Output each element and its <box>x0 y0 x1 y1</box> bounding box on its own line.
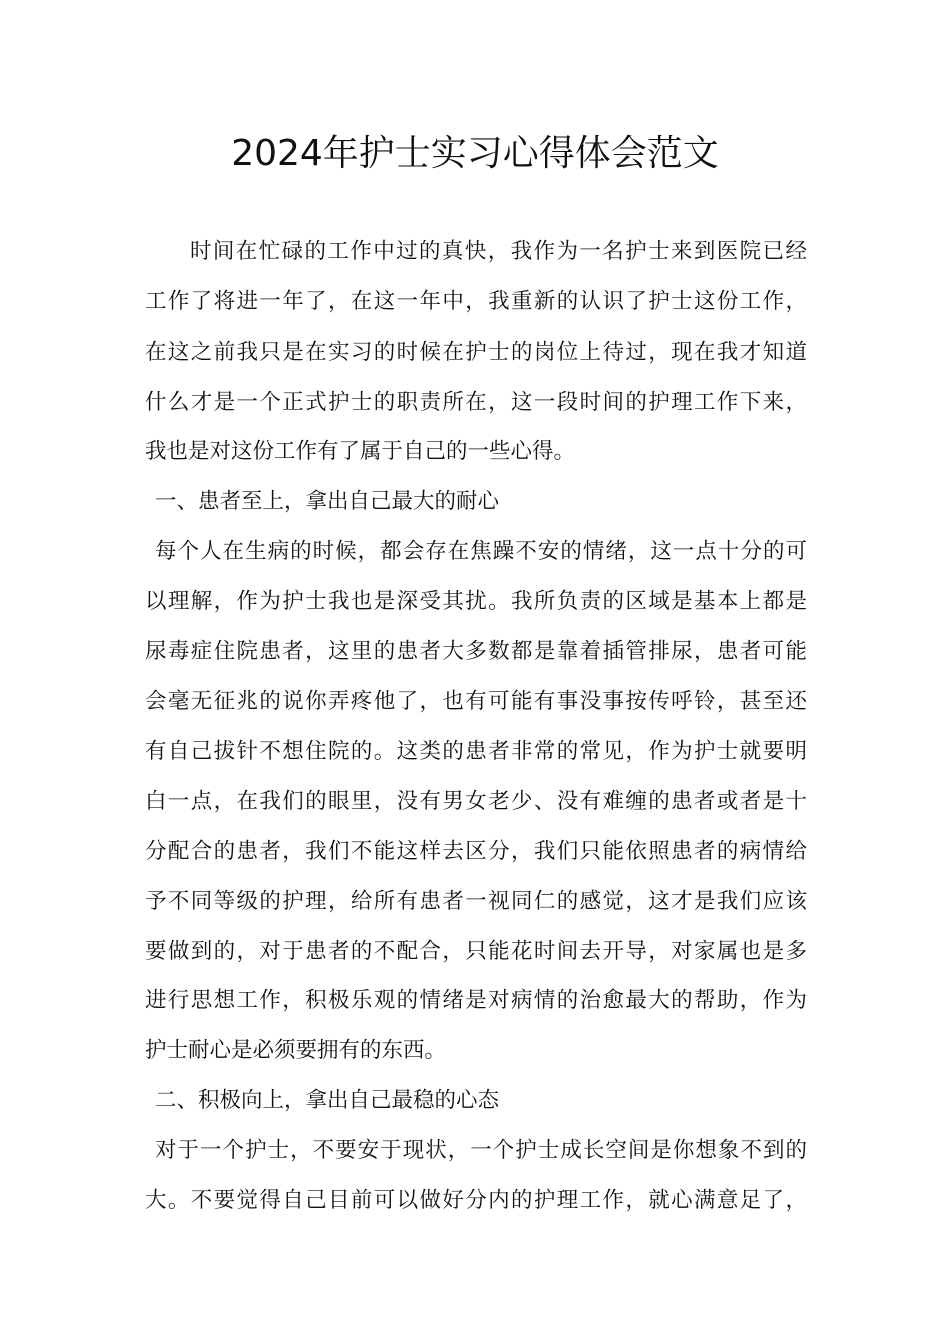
text-line: 有自己拔针不想住院的。这类的患者非常的常见，作为护士就要明 <box>145 739 807 764</box>
text-line: 会毫无征兆的说你弄疼他了，也有可能有事没事按传呼铃，甚至还 <box>145 689 807 714</box>
text-line: 白一点，在我们的眼里，没有男女老少、没有难缠的患者或者是十 <box>145 789 807 814</box>
section-heading: 二、积极向上，拿出自己最稳的心态 <box>155 1088 500 1113</box>
text-line: 我也是对这份工作有了属于自己的一些心得。 <box>145 439 576 464</box>
text-line: 护士耐心是必须要拥有的东西。 <box>145 1038 447 1063</box>
text-line: 每个人在生病的时候，都会存在焦躁不安的情绪，这一点十分的可 <box>155 539 807 564</box>
text-line: 什么才是一个正式护士的职责所在，这一段时间的护理工作下来， <box>145 390 807 415</box>
text-line: 大。不要觉得自己目前可以做好分内的护理工作，就心满意足了， <box>145 1188 807 1213</box>
text-line: 进行思想工作，积极乐观的情绪是对病情的治愈最大的帮助，作为 <box>145 988 807 1013</box>
text-line: 要做到的，对于患者的不配合，只能花时间去开导，对家属也是多 <box>145 939 807 964</box>
text-line: 在这之前我只是在实习的时候在护士的岗位上待过，现在我才知道 <box>145 340 807 365</box>
text-line: 以理解，作为护士我也是深受其扰。我所负责的区域是基本上都是 <box>145 589 807 614</box>
document-title: 2024年护士实习心得体会范文 <box>231 133 719 174</box>
section-heading: 一、患者至上，拿出自己最大的耐心 <box>155 489 500 514</box>
text-line: 时间在忙碌的工作中过的真快，我作为一名护士来到医院已经 <box>190 239 807 264</box>
text-line: 分配合的患者，我们不能这样去区分，我们只能依照患者的病情给 <box>145 839 807 864</box>
text-line: 予不同等级的护理，给所有患者一视同仁的感觉，这才是我们应该 <box>145 889 807 914</box>
text-line: 工作了将进一年了，在这一年中，我重新的认识了护士这份工作， <box>145 289 807 314</box>
text-line: 对于一个护士，不要安于现状，一个护士成长空间是你想象不到的 <box>155 1138 807 1163</box>
text-line: 尿毒症住院患者，这里的患者大多数都是靠着插管排尿，患者可能 <box>145 639 807 664</box>
